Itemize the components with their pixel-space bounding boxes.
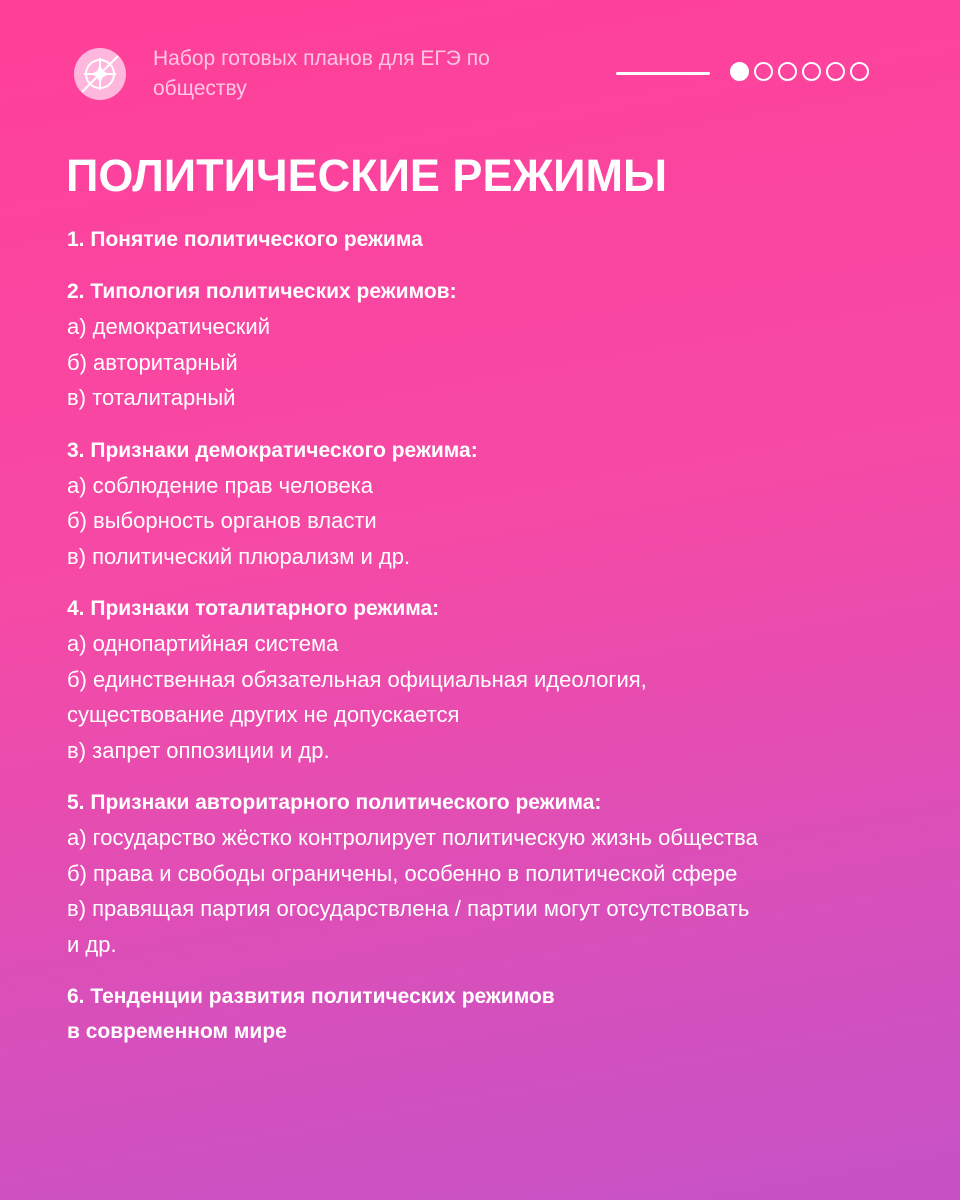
compass-star-icon <box>74 48 126 100</box>
plan-section <box>67 591 907 768</box>
plan-section <box>67 785 907 962</box>
progress-dot[interactable] <box>802 62 821 81</box>
slide-progress <box>616 62 896 84</box>
plan-item: и др. <box>67 931 117 957</box>
section-heading: 4. Признаки тоталитарного режима: <box>67 597 440 620</box>
plan-section <box>67 222 907 257</box>
progress-line <box>616 72 710 75</box>
section-heading: 3. Признаки демократического режима: <box>67 438 478 462</box>
plan-section <box>67 979 907 1049</box>
plan-content <box>67 222 907 1066</box>
plan-item: существование других не допускается <box>67 702 460 727</box>
progress-dot[interactable] <box>850 62 869 81</box>
plan-section <box>67 274 907 416</box>
progress-dot[interactable] <box>754 62 773 81</box>
header <box>74 44 894 104</box>
plan-item: б) права и свободы ограничены, особенно в политической сфере <box>67 860 738 886</box>
plan-item: а) государство жёстко контролирует политическую жизнь общества <box>67 825 758 850</box>
plan-item: в) запрет оппозиции и др. <box>67 737 330 763</box>
series-subtitle: Набор готовых планов для ЕГЭ по обществу <box>153 47 490 100</box>
section-heading: 1. Понятие политического режима <box>67 228 423 251</box>
section-heading-continued: в современном мире <box>67 1020 287 1043</box>
plan-item: б) выборность органов власти <box>67 508 377 533</box>
plan-item: б) авторитарный <box>67 349 238 375</box>
plan-item: б) единственная обязательная официальная идеология, <box>67 666 647 692</box>
section-heading: 5. Признаки авторитарного политического режима: <box>67 791 602 814</box>
page-title: ПОЛИТИЧЕСКИЕ РЕЖИМЫ <box>66 150 668 201</box>
plan-item: а) соблюдение прав человека <box>67 472 373 498</box>
progress-dot[interactable] <box>826 62 845 81</box>
section-heading: 6. Тенденции развития политических режимов <box>67 985 555 1008</box>
progress-dot[interactable] <box>730 62 749 81</box>
progress-dot[interactable] <box>778 62 797 81</box>
plan-item: а) однопартийная система <box>67 631 339 656</box>
plan-item: в) правящая партия огосударствлена / партии могут отсутствовать <box>67 896 750 921</box>
plan-item: в) политический плюрализм и др. <box>67 543 411 569</box>
plan-section <box>67 433 907 575</box>
plan-item: в) тоталитарный <box>67 385 236 410</box>
plan-item: а) демократический <box>67 314 270 339</box>
section-heading: 2. Типология политических режимов: <box>67 280 457 303</box>
progress-dots <box>730 62 869 81</box>
